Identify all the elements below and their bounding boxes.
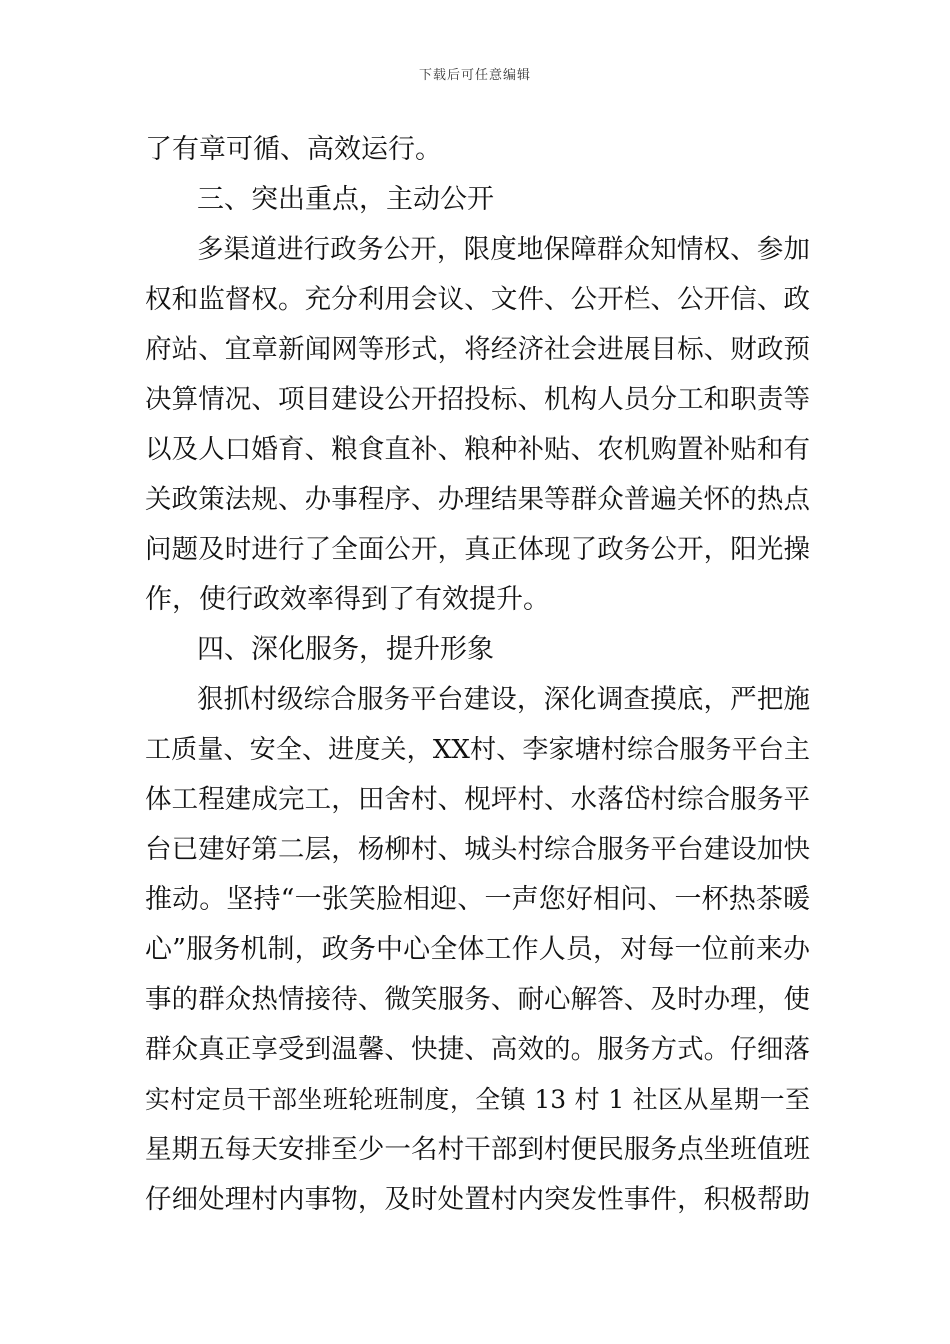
text-line: 了有章可循、高效运行。 xyxy=(145,134,442,165)
text-line: 事的群众热情接待、微笑服务、耐心解答、及时办理，使 xyxy=(145,984,810,1015)
text-line: 三、突出重点，主动公开 xyxy=(197,184,494,215)
text-line: 星期五每天安排至少一名村干部到村便民服务点坐班值班 xyxy=(145,1134,810,1165)
text-line: 多渠道进行政务公开，限度地保障群众知情权、参加 xyxy=(197,234,810,265)
text-line: 问题及时进行了全面公开，真正体现了政务公开，阳光操 xyxy=(145,534,810,565)
document-body xyxy=(145,125,810,1225)
text-line: 心”服务机制，政务中心全体工作人员，对每一位前来办 xyxy=(145,934,810,965)
text-line: 体工程建成完工，田舍村、枧坪村、水落岱村综合服务平 xyxy=(145,784,810,815)
text-line: 以及人口婚育、粮食直补、粮种补贴、农机购置补贴和有 xyxy=(145,434,810,465)
text-line: 推动。坚持“一张笑脸相迎、一声您好相问、一杯热茶暖 xyxy=(145,884,810,915)
text-line: 府站、宜章新闻网等形式，将经济社会进展目标、财政预 xyxy=(145,334,810,365)
text-line: 权和监督权。充分利用会议、文件、公开栏、公开信、政 xyxy=(145,284,810,315)
text-line: 实村定员干部坐班轮班制度，全镇 13 村 1 社区从星期一至 xyxy=(145,1085,810,1114)
text-line: 台已建好第二层，杨柳村、城头村综合服务平台建设加快 xyxy=(145,834,810,865)
text-line: 工质量、安全、进度关，XX村、李家塘村综合服务平台主 xyxy=(145,735,810,765)
text-line: 关政策法规、办事程序、办理结果等群众普遍关怀的热点 xyxy=(145,484,810,515)
text-line: 狠抓村级综合服务平台建设，深化调查摸底，严把施 xyxy=(197,684,810,715)
text-line: 仔细处理村内事物，及时处置村内突发性事件，积极帮助 xyxy=(145,1184,810,1215)
text-line: 四、深化服务，提升形象 xyxy=(197,634,494,665)
page-header: 下载后可任意编辑 xyxy=(418,68,531,83)
text-line: 决算情况、项目建设公开招投标、机构人员分工和职责等 xyxy=(145,384,810,415)
text-line: 群众真正享受到温馨、快捷、高效的。服务方式。仔细落 xyxy=(145,1034,810,1065)
text-line: 作，使行政效率得到了有效提升。 xyxy=(145,584,550,615)
